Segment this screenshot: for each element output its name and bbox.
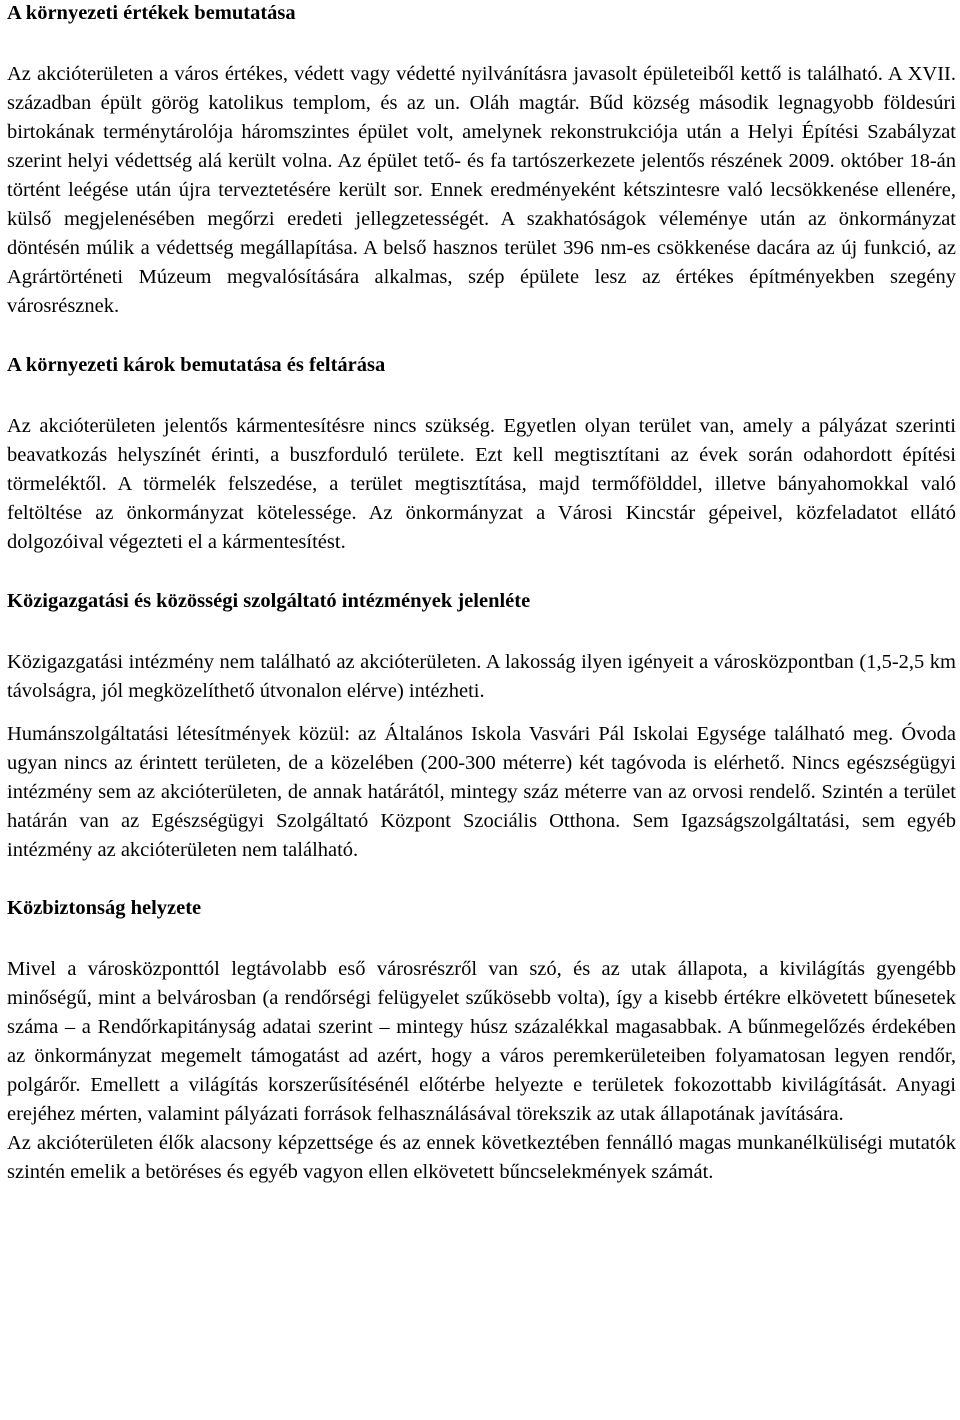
paragraph-public-institutions-2: Humánszolgáltatási létesítmények közül: az Általános Iskola Vasvári Pál Iskolai Egysége található meg. Óvoda ugyan nincs az érintett területen, de a közelében (200-300 méterre) két tagóvoda is elérhető. Nincs egészségügyi intézmény sem az akcióterületen, de annak határától, mintegy száz méterre van az orvosi rendelő. Szintén a terület határán van az Egészségügyi Szolgáltató Központ Szociális Otthona. Sem Igazságszolgáltatási, sem egyéb intézmény az akcióterületen nem található. xyxy=(7,723,956,861)
paragraph-public-safety-1: Mivel a városközponttól legtávolabb eső városrészről van szó, és az utak állapota, a kivilágítás gyengébb minőségű, mint a belvárosban (a rendőrségi felügyelet szűkösebb volta), így a kisebb értékre elkövetett bűnesetek száma – a Rendőrkapitányság adatai szerint – mintegy húsz százalékkal magasabbak. A bűnmegelőzés érdekében az önkormányzat megemelt támogatást ad azért, hogy a város peremkerületeiben folyamatosan legyen rendőr, polgárőr. Emellett a világítás korszerűsítésénél előtérbe helyezte e területek fokozottabb kivilágítását. Anyagi erejéhez mérten, valamint pályázati források felhasználásával törekszik az utak állapotának javítására. xyxy=(7,958,956,1125)
paragraph-environmental-values: Az akcióterületen a város értékes, védett vagy védetté nyilvánításra javasolt épületeiből kettő is található. A XVII. században épült görög katolikus templom, és az un. Oláh magtár. Bűd község második legnagyobb földesúri birtokának terménytárolója háromszintes épület volt, amelynek rekonstrukciója után a Helyi Építési Szabályzat szerint helyi védettség alá került volna. Az épület tető- és fa tartószerkezete jelentős részének 2009. október 18-án történt leégése után újra terveztetésére került sor. Ennek eredményeként kétszintesre való lecsökkenése ellenére, külső megjelenésében megőrzi eredeti jellegzetességét. A szakhatóságok véleménye után az önkormányzat döntésén múlik a védettség megállapítása. A belső hasznos terület 396 nm-es csökkenése dacára az új funkció, az Agrártörténeti Múzeum megvalósítására alkalmas, szép épülete lesz az értékes építményekben szegény városrésznek. xyxy=(7,63,956,317)
heading-public-safety: Közbiztonság helyzete xyxy=(7,897,202,919)
paragraph-environmental-damage: Az akcióterületen jelentős kármentesítésre nincs szükség. Egyetlen olyan terület van, amely a pályázat szerinti beavatkozás helyszínét érinti, a buszforduló területe. Ezt kell megtisztítani az évek során odahordott építési törmeléktől. A törmelék felszedése, a terület megtisztítása, majd termőfölddel, illetve bányahomokkal való feltöltése az önkormányzat kötelessége. Az önkormányzat a Városi Kincstár gépeivel, közfeladatot ellátó dolgozóival végezteti el a kármentesítést. xyxy=(7,415,956,553)
heading-public-institutions: Közigazgatási és közösségi szolgáltató intézmények jelenléte xyxy=(7,590,531,612)
paragraph-public-safety-2: Az akcióterületen élők alacsony képzettsége és az ennek következtében fennálló magas munkanélküliségi mutatók szintén emelik a betöréses és egyéb vagyon ellen elkövetett bűncselekmények számát. xyxy=(7,1132,956,1183)
paragraph-public-institutions-1: Közigazgatási intézmény nem található az akcióterületen. A lakosság ilyen igényeit a városközpontban (1,5-2,5 km távolságra, jól megközelíthető útvonalon elérve) intézheti. xyxy=(7,651,956,702)
document-page xyxy=(7,0,956,1187)
heading-environmental-damage: A környezeti károk bemutatása és feltárása xyxy=(7,354,386,376)
heading-environmental-values: A környezeti értékek bemutatása xyxy=(7,2,296,24)
